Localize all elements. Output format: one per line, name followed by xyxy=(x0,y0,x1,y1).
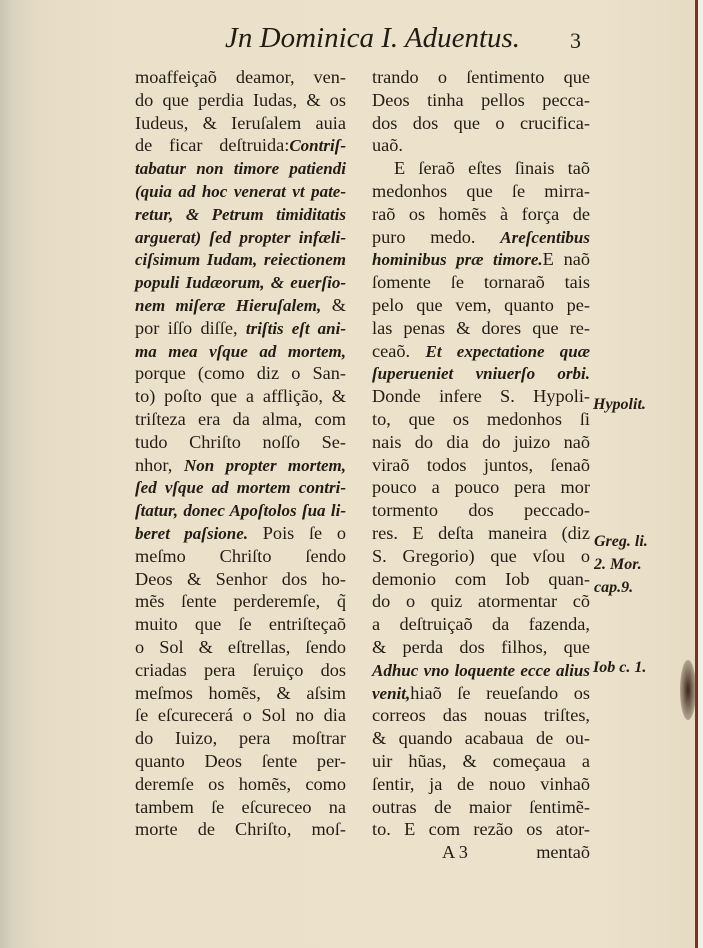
text-segment: correos das nouas triſtes, xyxy=(372,705,590,726)
text-segment: & xyxy=(321,294,346,315)
text-line xyxy=(135,248,346,271)
text-segment: mẽs ſente perderemſe, q̃ xyxy=(135,591,346,612)
latin-quotation: nem miſeræ Hieruſalem, xyxy=(135,295,322,315)
text-line xyxy=(372,294,590,317)
text-line xyxy=(372,499,590,522)
text-line xyxy=(135,636,346,659)
text-line xyxy=(372,112,590,135)
text-segment: nais do dia do juizo naõ xyxy=(372,431,590,452)
text-segment: pouco a pouco pera mor xyxy=(372,477,590,498)
text-line xyxy=(135,271,346,294)
text-segment: trando o ſentimento que xyxy=(372,67,590,87)
text-line xyxy=(372,704,590,727)
text-segment: meſmo Chriſto ſendo xyxy=(135,545,346,566)
running-title: Jn Dominica I. Aduentus. xyxy=(225,22,521,54)
text-segment: criadas pera ſeruiço dos xyxy=(135,659,346,680)
latin-quotation: Et expectatione quæ xyxy=(425,341,590,361)
text-line xyxy=(372,568,590,591)
text-line xyxy=(135,522,346,545)
latin-quotation: Contriſ- xyxy=(289,136,346,156)
page-number: 3 xyxy=(570,28,581,53)
text-segment: tambem ſe eſcureceo na xyxy=(135,796,346,817)
text-segment: porque (como diz o San- xyxy=(135,363,346,384)
text-segment: Deos & Senhor dos ho- xyxy=(135,568,346,589)
text-line xyxy=(135,385,346,408)
latin-quotation: ciſsimum Iudam, reiectionem xyxy=(135,250,346,270)
text-line xyxy=(135,613,346,636)
text-segment: medonhos que ſe mirra- xyxy=(372,180,590,201)
text-line xyxy=(372,659,590,682)
text-segment: outras de maior ſentimẽ- xyxy=(372,796,590,817)
text-segment: S. Gregorio) que vſou o xyxy=(372,545,590,566)
text-segment: morte de Chriſto, moſ- xyxy=(135,819,346,840)
text-line xyxy=(372,134,590,157)
text-segment: & perda dos filhos, que xyxy=(372,636,590,657)
text-line xyxy=(372,248,590,271)
margin-note-greg-2: 2. Mor. xyxy=(594,556,642,573)
text-line xyxy=(135,659,346,682)
text-segment: do que perdia Iudas, & os xyxy=(135,89,346,110)
text-line xyxy=(372,796,590,819)
margin-note-hypolit: Hypolit. xyxy=(593,396,646,413)
text-segment: uaõ. xyxy=(372,135,403,156)
text-segment: moaffeiçaõ deamor, ven- xyxy=(135,67,346,87)
text-line xyxy=(372,590,590,613)
latin-quotation: Adhuc vno loquente ecce alius xyxy=(372,660,590,680)
text-line xyxy=(372,271,590,294)
text-segment: ceaõ. xyxy=(372,340,426,361)
text-segment: to, que os medonhos ſi xyxy=(372,408,590,429)
text-line xyxy=(135,134,346,157)
right-text-column xyxy=(372,66,590,841)
text-line xyxy=(135,203,346,226)
text-line xyxy=(135,750,346,773)
text-segment: hiaõ ſe reueſando os xyxy=(410,682,590,703)
text-line xyxy=(372,727,590,750)
text-line xyxy=(372,180,590,203)
latin-quotation: ſtatur, donec Apoſtolos ſua li- xyxy=(135,501,346,521)
text-line xyxy=(135,89,346,112)
text-segment: pelo que vem, quanto pe- xyxy=(372,294,590,315)
text-segment: deremſe os homẽs, como xyxy=(135,773,346,794)
text-segment: dos dos que o crucifica- xyxy=(372,112,590,133)
text-segment: o Sol & eſtrellas, ſendo xyxy=(135,636,346,657)
text-line xyxy=(135,340,346,363)
catchword: mentaõ xyxy=(536,842,590,862)
text-line xyxy=(372,340,590,363)
text-segment: uir hũas, & começaua a xyxy=(372,750,590,771)
text-line xyxy=(372,385,590,408)
latin-quotation: Non propter mortem, xyxy=(184,455,347,475)
text-line xyxy=(135,682,346,705)
text-segment: muito que ſe entriſteçaõ xyxy=(135,614,346,635)
text-line xyxy=(372,476,590,499)
latin-quotation: populi Iudæorum, & euerſio- xyxy=(135,273,346,293)
text-segment: ſe eſcurecerá o Sol no dia xyxy=(135,705,346,726)
latin-quotation: arguerat) ſed propter infæli- xyxy=(135,227,346,247)
latin-quotation: triſtis eſt ani- xyxy=(245,318,346,338)
text-line xyxy=(135,727,346,750)
text-line xyxy=(372,66,590,89)
text-line xyxy=(135,408,346,431)
text-segment: quanto Deos ſente per- xyxy=(135,750,346,771)
catchline xyxy=(372,842,590,864)
left-text-column xyxy=(135,66,346,841)
text-line xyxy=(372,454,590,477)
text-line xyxy=(372,157,590,180)
text-segment: tudo Chriſto noſſo Se- xyxy=(135,431,346,452)
signature-mark: A 3 xyxy=(442,842,468,862)
text-segment: raõ os homẽs à força de xyxy=(372,203,590,224)
text-line xyxy=(372,89,590,112)
text-line xyxy=(372,408,590,431)
text-line xyxy=(135,704,346,727)
latin-quotation: venit, xyxy=(372,683,411,703)
text-line xyxy=(135,362,346,385)
text-segment: por iſſo diſſe, xyxy=(135,317,246,338)
latin-quotation: ſuperueniet vniuerſo orbi. xyxy=(372,364,590,384)
text-line xyxy=(372,682,590,705)
text-line xyxy=(135,476,346,499)
text-segment: do o quiz atormentar cõ xyxy=(372,591,590,612)
text-segment: ſomente ſe tornaraõ tais xyxy=(372,272,590,293)
latin-quotation: retur, & Petrum timiditatis xyxy=(135,204,346,224)
text-line xyxy=(372,750,590,773)
text-line xyxy=(372,226,590,249)
latin-quotation: ſed vſque ad mortem contri- xyxy=(135,478,346,498)
text-line xyxy=(372,545,590,568)
text-line xyxy=(135,568,346,591)
text-segment: to) poſto que a afflição, & xyxy=(135,386,346,407)
text-segment: & quando acabaua de ou- xyxy=(372,728,590,749)
latin-quotation: (quia ad hoc venerat vt pate- xyxy=(135,181,346,201)
text-line xyxy=(135,499,346,522)
latin-quotation: tabatur non timore patiendi xyxy=(135,159,346,179)
text-line xyxy=(135,180,346,203)
text-line xyxy=(372,431,590,454)
text-segment: tormento dos peccado- xyxy=(372,500,590,521)
text-line xyxy=(372,362,590,385)
text-segment: nhor, xyxy=(135,454,185,475)
margin-note-greg-3: cap.9. xyxy=(594,579,634,596)
text-line xyxy=(135,294,346,317)
text-line xyxy=(372,613,590,636)
text-line xyxy=(135,317,346,340)
text-segment: a deſtruiçaõ da fazenda, xyxy=(372,614,590,635)
text-segment: Pois ſe o xyxy=(248,522,346,543)
latin-quotation: hominibus præ timore. xyxy=(372,250,543,270)
text-line xyxy=(135,818,346,841)
text-segment: puro medo. xyxy=(372,226,501,247)
text-line xyxy=(135,773,346,796)
margin-note-greg-1: Greg. li. xyxy=(594,533,648,550)
text-segment: Deos tinha pellos pecca- xyxy=(372,89,590,110)
text-line xyxy=(372,636,590,659)
text-line xyxy=(135,431,346,454)
text-line xyxy=(135,590,346,613)
margin-note-iob: Iob c. 1. xyxy=(593,659,647,676)
text-segment: do Iuizo, pera moſtrar xyxy=(135,728,346,749)
latin-quotation: Areſcentibus xyxy=(500,227,590,247)
text-line xyxy=(372,522,590,545)
text-segment: ſentir, ja de nouo vinhaõ xyxy=(372,773,590,794)
text-line xyxy=(135,157,346,180)
text-line xyxy=(135,454,346,477)
latin-quotation: beret paſsione. xyxy=(135,523,249,543)
text-segment: to. E com rezão os ator- xyxy=(372,819,590,840)
text-segment: las penas & dores que re- xyxy=(372,317,590,338)
text-segment: triſteza era da alma, com xyxy=(135,408,346,429)
scan-background xyxy=(698,0,703,948)
text-segment: Donde infere S. Hypoli- xyxy=(372,386,590,407)
text-line xyxy=(135,545,346,568)
text-line xyxy=(372,203,590,226)
page-stain xyxy=(680,660,696,720)
text-segment: E naõ xyxy=(542,249,591,270)
text-segment: de ficar deſtruida: xyxy=(135,135,290,156)
text-line xyxy=(372,317,590,340)
text-line xyxy=(135,226,346,249)
text-line xyxy=(135,66,346,89)
text-segment: meſmos homẽs, & aſsim xyxy=(135,682,346,703)
latin-quotation: ma mea vſque ad mortem, xyxy=(135,341,346,361)
text-line xyxy=(135,796,346,819)
text-segment: res. E deſta maneira (diz xyxy=(372,522,590,543)
text-segment: demonio com Iob quan- xyxy=(372,568,590,589)
text-segment: E ſeraõ eſtes ſinais taõ xyxy=(394,158,590,179)
text-line xyxy=(372,773,590,796)
text-segment: Iudeus, & Ieruſalem auia xyxy=(135,112,346,133)
text-segment: viraõ todos juntos, ſenaõ xyxy=(372,454,590,475)
text-line xyxy=(135,112,346,135)
text-line xyxy=(372,818,590,841)
